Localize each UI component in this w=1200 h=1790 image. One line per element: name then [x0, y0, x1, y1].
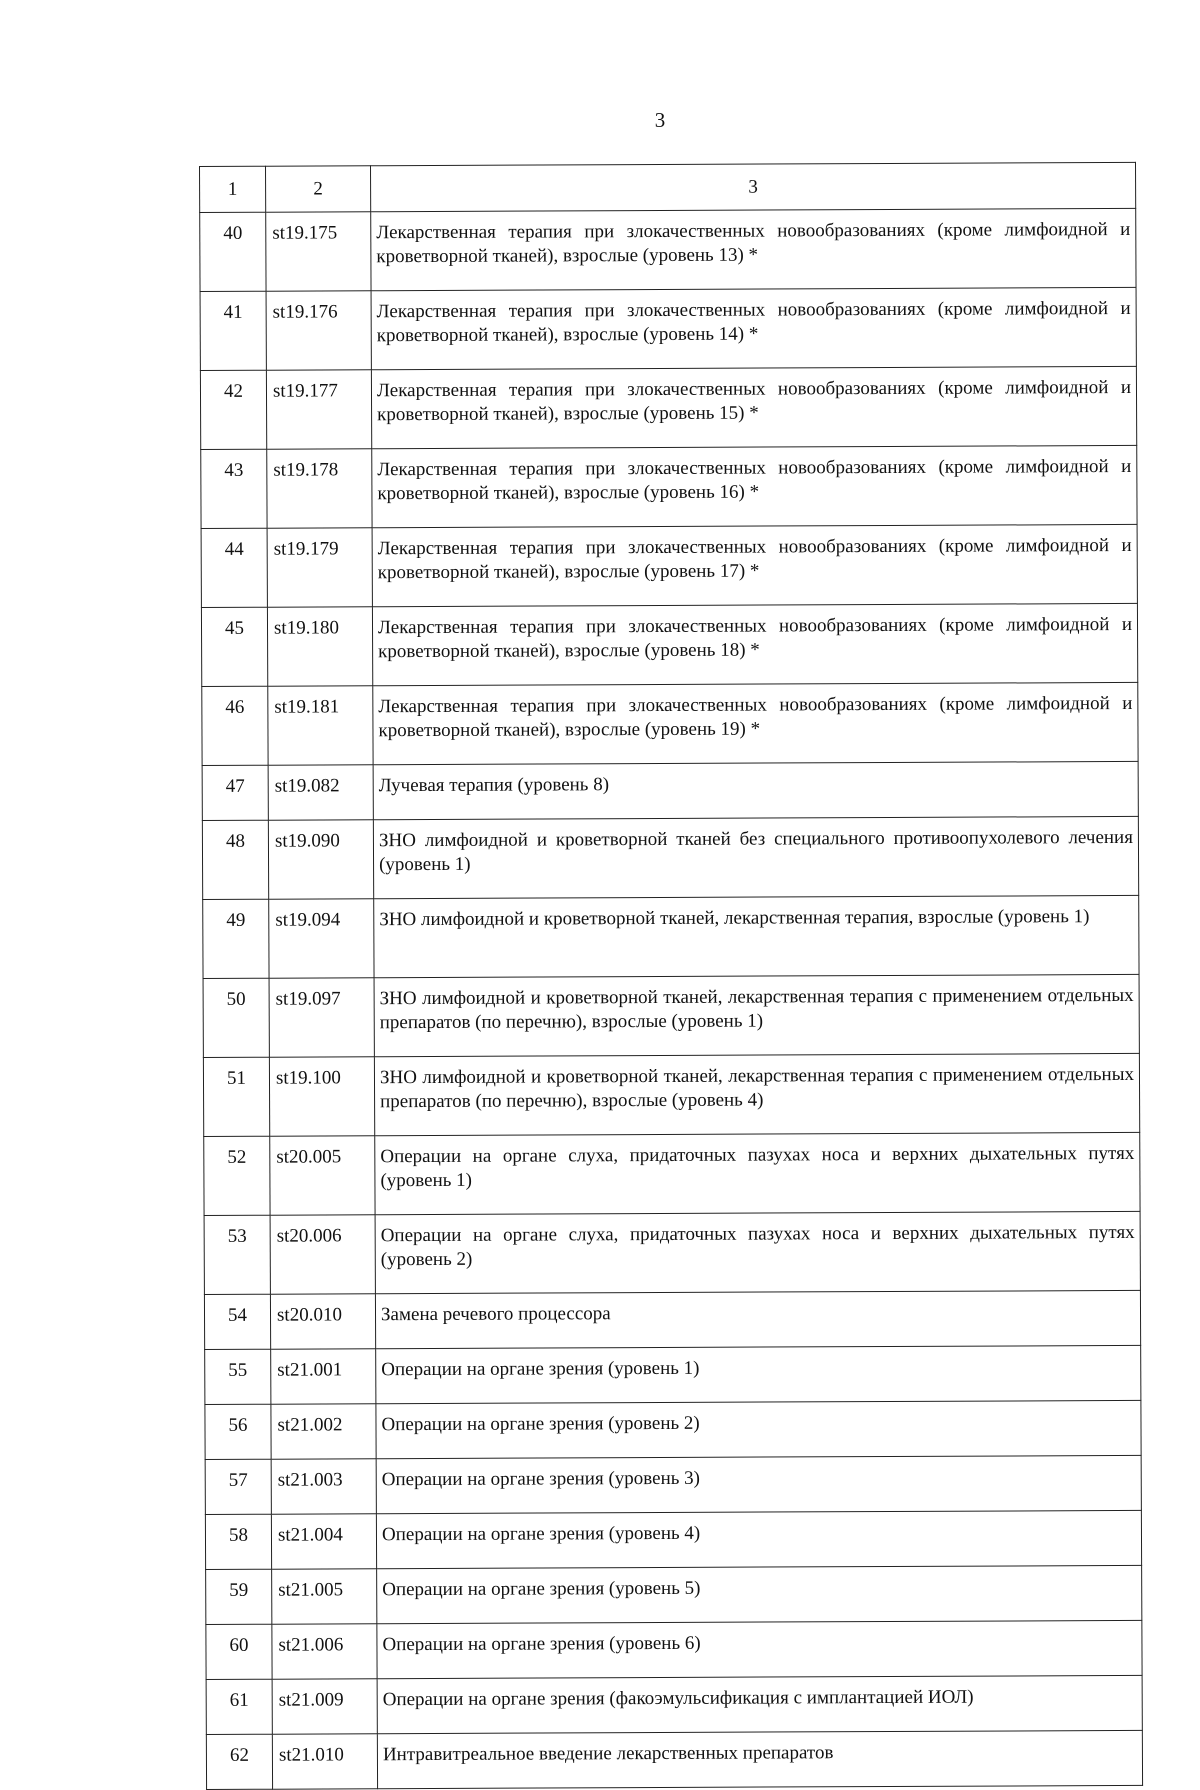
row-number-cell: 46 [202, 686, 268, 765]
row-description-cell: Операции на органе зрения (уровень 6) [377, 1620, 1142, 1678]
table-row [200, 287, 1136, 370]
row-number-cell: 51 [203, 1057, 269, 1136]
table-row [202, 761, 1138, 820]
row-description-cell: ЗНО лимфоидной и кроветворной тканей, лекарственная терапия с применением отдельных препаратов (по перечню), взрослые (уровень 1) [374, 974, 1139, 1056]
row-description-cell: Операции на органе зрения (уровень 1) [376, 1345, 1141, 1403]
table-row [201, 445, 1137, 528]
row-description-cell: Замена речевого процессора [375, 1290, 1140, 1348]
row-code-cell: st20.006 [270, 1215, 375, 1294]
row-description-cell: Лекарственная терапия при злокачественных новообразованиях (кроме лимфоидной и кроветворной тканей), взрослые (уровень 19) * [373, 682, 1138, 764]
row-code-cell: st19.094 [269, 899, 374, 978]
header-cell-number: 1 [200, 166, 266, 212]
row-number-cell: 53 [204, 1215, 270, 1294]
table-row [203, 895, 1139, 978]
row-code-cell: st21.006 [272, 1624, 377, 1679]
table-row [205, 1345, 1141, 1404]
row-code-cell: st21.010 [272, 1734, 377, 1789]
row-number-cell: 59 [206, 1569, 272, 1624]
row-code-cell: st21.003 [271, 1459, 376, 1514]
row-code-cell: st19.179 [267, 528, 372, 607]
tariff-table [199, 162, 1143, 1790]
row-number-cell: 41 [200, 291, 266, 370]
row-description-cell: Лекарственная терапия при злокачественных новообразованиях (кроме лимфоидной и кроветворной тканей), взрослые (уровень 16) * [372, 445, 1137, 527]
row-code-cell: st19.180 [267, 607, 372, 686]
header-cell-code: 2 [266, 166, 371, 212]
row-code-cell: st19.090 [268, 820, 373, 899]
row-description-cell: ЗНО лимфоидной и кроветворной тканей, лекарственная терапия с применением отдельных препаратов (по перечню), взрослые (уровень 4) [374, 1053, 1139, 1135]
row-description-cell: Операции на органе слуха, придаточных пазухах носа и верхних дыхательных путях (уровень 2) [375, 1211, 1140, 1293]
table-body [200, 162, 1143, 1789]
row-number-cell: 55 [205, 1349, 271, 1404]
table-row [205, 1510, 1141, 1569]
row-description-cell: Лекарственная терапия при злокачественных новообразованиях (кроме лимфоидной и кроветворной тканей), взрослые (уровень 14) * [371, 287, 1136, 369]
row-number-cell: 47 [202, 765, 268, 820]
row-description-cell: Лучевая терапия (уровень 8) [373, 761, 1138, 819]
row-number-cell: 58 [205, 1514, 271, 1569]
header-row [200, 162, 1136, 212]
row-description-cell: Операции на органе зрения (факоэмульсификация с имплантацией ИОЛ) [377, 1675, 1142, 1733]
row-number-cell: 49 [203, 899, 269, 978]
row-code-cell: st20.005 [270, 1136, 375, 1215]
row-code-cell: st19.100 [269, 1057, 374, 1136]
row-number-cell: 45 [201, 607, 267, 686]
row-number-cell: 54 [204, 1294, 270, 1349]
row-code-cell: st19.177 [266, 370, 371, 449]
row-number-cell: 44 [201, 528, 267, 607]
table-row [205, 1400, 1141, 1459]
row-code-cell: st21.002 [271, 1404, 376, 1459]
row-number-cell: 62 [206, 1734, 272, 1789]
row-description-cell: Операции на органе слуха, придаточных пазухах носа и верхних дыхательных путях (уровень 1) [375, 1132, 1140, 1214]
table-row [203, 1053, 1139, 1136]
row-number-cell: 56 [205, 1404, 271, 1459]
table-row [204, 1211, 1140, 1294]
header-cell-description: 3 [371, 162, 1136, 211]
row-number-cell: 52 [204, 1136, 270, 1215]
table-row [201, 524, 1137, 607]
row-code-cell: st21.004 [271, 1514, 376, 1569]
row-description-cell: Операции на органе зрения (уровень 3) [376, 1455, 1141, 1513]
row-number-cell: 50 [203, 978, 269, 1057]
table-row [206, 1620, 1142, 1679]
row-description-cell: ЗНО лимфоидной и кроветворной тканей, лекарственная терапия, взрослые (уровень 1) [374, 895, 1139, 977]
table-row [203, 974, 1139, 1057]
row-number-cell: 40 [200, 212, 266, 291]
page-number: 3 [654, 108, 666, 132]
table-row [201, 603, 1137, 686]
row-description-cell: Лекарственная терапия при злокачественных новообразованиях (кроме лимфоидной и кроветворной тканей), взрослые (уровень 18) * [372, 603, 1137, 685]
table-row [202, 816, 1138, 899]
table-row [206, 1675, 1142, 1734]
row-code-cell: st19.181 [268, 686, 373, 765]
row-number-cell: 42 [200, 370, 266, 449]
row-number-cell: 60 [206, 1624, 272, 1679]
row-number-cell: 43 [201, 449, 267, 528]
row-code-cell: st19.175 [266, 212, 371, 291]
table-row [204, 1132, 1140, 1215]
table-row [206, 1730, 1142, 1789]
table-row [202, 682, 1138, 765]
row-description-cell: Интравитреальное введение лекарственных препаратов [377, 1730, 1142, 1788]
row-number-cell: 57 [205, 1459, 271, 1514]
row-description-cell: Лекарственная терапия при злокачественных новообразованиях (кроме лимфоидной и кроветворной тканей), взрослые (уровень 13) * [371, 208, 1136, 290]
row-description-cell: Лекарственная терапия при злокачественных новообразованиях (кроме лимфоидной и кроветворной тканей), взрослые (уровень 15) * [371, 366, 1136, 448]
table-row [200, 208, 1136, 291]
row-description-cell: Операции на органе зрения (уровень 5) [377, 1565, 1142, 1623]
row-code-cell: st19.176 [266, 291, 371, 370]
table-row [200, 366, 1136, 449]
row-description-cell: ЗНО лимфоидной и кроветворной тканей без специального противоопухолевого лечения (уровень 1) [373, 816, 1138, 898]
row-code-cell: st21.009 [272, 1679, 377, 1734]
row-description-cell: Операции на органе зрения (уровень 2) [376, 1400, 1141, 1458]
row-code-cell: st21.005 [272, 1569, 377, 1624]
table-row [206, 1565, 1142, 1624]
row-code-cell: st19.097 [269, 978, 374, 1057]
row-code-cell: st19.082 [268, 765, 373, 820]
row-code-cell: st21.001 [271, 1349, 376, 1404]
table-row [204, 1290, 1140, 1349]
row-number-cell: 48 [202, 820, 268, 899]
row-code-cell: st20.010 [270, 1294, 375, 1349]
table-row [205, 1455, 1141, 1514]
row-description-cell: Лекарственная терапия при злокачественных новообразованиях (кроме лимфоидной и кроветворной тканей), взрослые (уровень 17) * [372, 524, 1137, 606]
row-code-cell: st19.178 [267, 449, 372, 528]
row-number-cell: 61 [206, 1679, 272, 1734]
row-description-cell: Операции на органе зрения (уровень 4) [376, 1510, 1141, 1568]
